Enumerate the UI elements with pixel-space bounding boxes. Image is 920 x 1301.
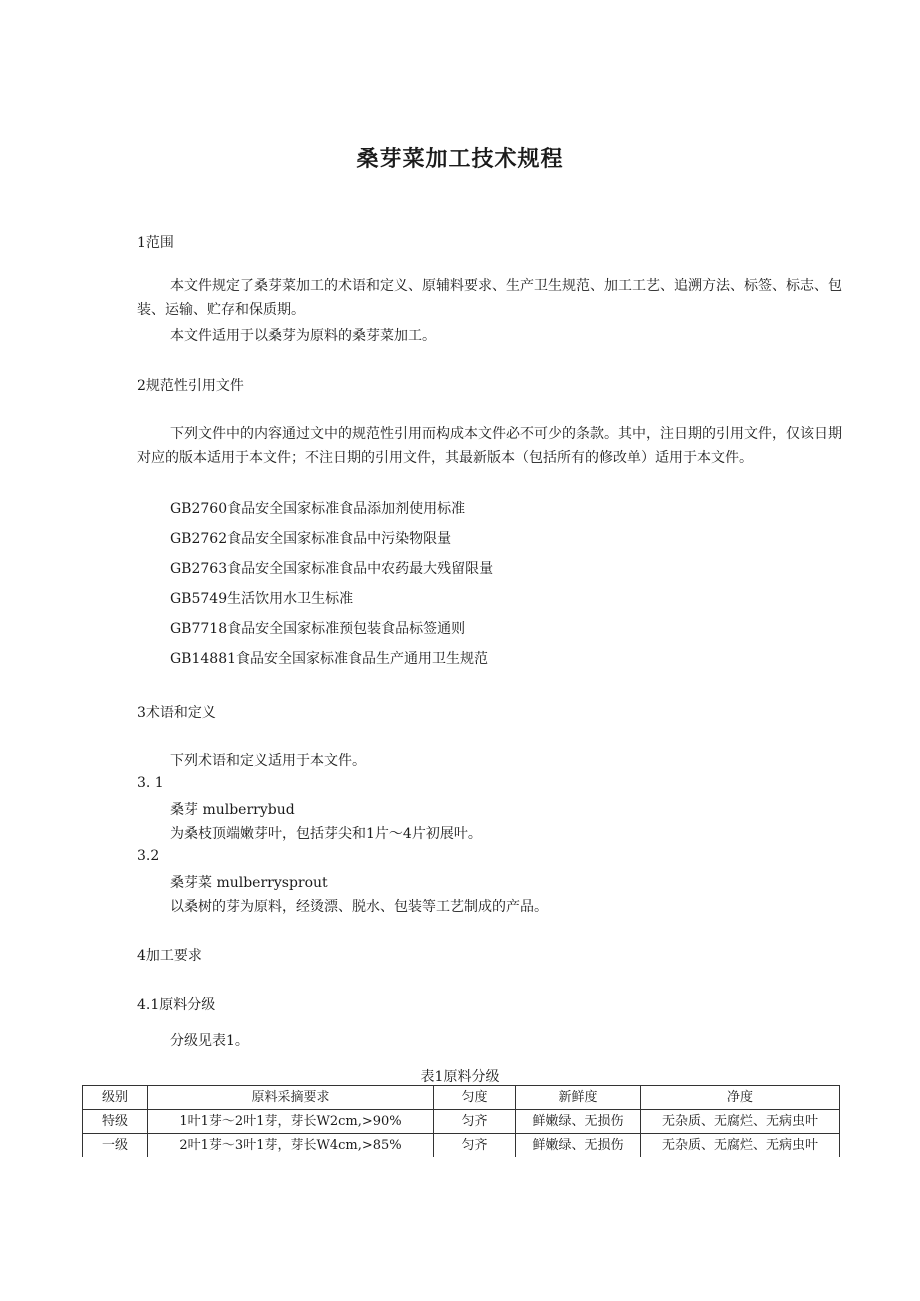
table-cell: 一级: [83, 1134, 148, 1158]
table-header-cell: 新鲜度: [516, 1086, 641, 1110]
section-2-paragraph: 下列文件中的内容通过文中的规范性引用而构成本文件必不可少的条款。其中，注日期的引用文件，仅该日期对应的版本适用于本文件；不注日期的引用文件，其最新版本（包括所有的修改单）适用于本文件。: [137, 426, 842, 466]
table-cell: 1叶1芽～2叶1芽，芽长W2cm,>90%: [148, 1110, 434, 1134]
reference-item: GB14881食品安全国家标准食品生产通用卫生规范: [170, 651, 489, 667]
section-4-1-heading: 4.1原料分级: [137, 997, 216, 1013]
table-cell: 特级: [83, 1110, 148, 1134]
table-header-cell: 原料采摘要求: [148, 1086, 434, 1110]
table-cell: 无杂质、无腐烂、无病虫叶: [641, 1110, 840, 1134]
term-2-name: 桑芽菜 mulberrysprout: [170, 875, 328, 891]
term-1-definition: 为桑枝顶端嫩芽叶，包括芽尖和1片～4片初展叶。: [170, 826, 482, 842]
raw-material-grade-table: [82, 1085, 840, 1157]
table-cell: 鲜嫩绿、无损伤: [516, 1110, 641, 1134]
section-1-paragraph-scope: 本文件规定了桑芽菜加工的术语和定义、原辅料要求、生产卫生规范、加工工艺、追溯方法、标签、标志、包装、运输、贮存和保质期。: [137, 278, 842, 318]
section-4-heading: 4加工要求: [137, 948, 202, 964]
section-1-paragraph-applicability: 本文件适用于以桑芽为原料的桑芽菜加工。: [170, 328, 436, 344]
table-cell: 鲜嫩绿、无损伤: [516, 1134, 641, 1158]
reference-item: GB2760食品安全国家标准食品添加剂使用标准: [170, 501, 466, 517]
reference-item: GB7718食品安全国家标准预包装食品标签通则: [170, 621, 466, 637]
table-cell: 2叶1芽～3叶1芽，芽长W4cm,>85%: [148, 1134, 434, 1158]
reference-item: GB2763食品安全国家标准食品中农药最大残留限量: [170, 561, 494, 577]
table-cell: 无杂质、无腐烂、无病虫叶: [641, 1134, 840, 1158]
table-cell: 匀齐: [434, 1134, 516, 1158]
table-header-cell: 净度: [641, 1086, 840, 1110]
section-4-1-text: 分级见表1。: [170, 1033, 249, 1049]
section-1-heading: 1范围: [137, 235, 174, 251]
section-3-heading: 3术语和定义: [137, 705, 216, 721]
section-3-intro: 下列术语和定义适用于本文件。: [170, 753, 366, 769]
term-1-number: 3. 1: [137, 775, 164, 791]
table-row: [83, 1110, 840, 1134]
reference-item: GB5749生活饮用水卫生标准: [170, 591, 354, 607]
reference-item: GB2762食品安全国家标准食品中污染物限量: [170, 531, 452, 547]
table-cell: 匀齐: [434, 1110, 516, 1134]
table-row: [83, 1134, 840, 1158]
term-1-name: 桑芽 mulberrybud: [170, 802, 295, 818]
table-header-cell: 级别: [83, 1086, 148, 1110]
table-header-cell: 匀度: [434, 1086, 516, 1110]
table-header-row: [83, 1086, 840, 1110]
term-2-definition: 以桑树的芽为原料，经烫漂、脱水、包装等工艺制成的产品。: [170, 899, 548, 915]
section-2-heading: 2规范性引用文件: [137, 378, 244, 394]
document-title: 桑芽菜加工技术规程: [356, 147, 564, 172]
table-caption: 表1原料分级: [420, 1069, 500, 1085]
term-2-number: 3.2: [137, 848, 160, 864]
